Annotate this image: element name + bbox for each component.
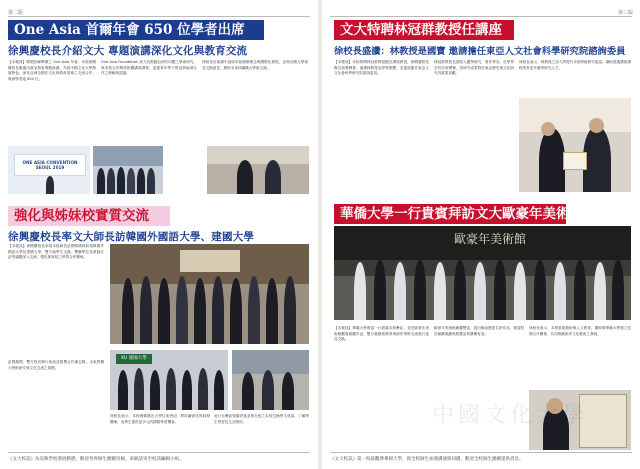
article-text: 歐豪年美術館館藏豐富，展出嶺南畫派名家作品，貴賓對於館藏規劃與展覽品質讚譽有加。 xyxy=(434,326,524,336)
story-headline: 徐興慶校長率文大師長訪韓國外國語大學、建國大學 xyxy=(8,231,255,243)
footer-rule xyxy=(8,452,310,453)
story-headline: 徐校長盛讚：林教授是國寶 邀請擔任東亞人文社會科學研究院諮詢委員 xyxy=(334,46,626,57)
right-page xyxy=(322,0,640,469)
page-number: 第二版 xyxy=(8,10,24,16)
article-text: 徐校長表示，本校與韓國各大學往來密切，將持續深化姊妹校關係，為學生提供更多元的國際學習機會。 xyxy=(110,414,210,424)
convention-sign xyxy=(14,154,86,176)
article-text: 徐校長表示，本校重視藝術與人文教育，期盼與華僑大學建立長期合作關係，共同推動兩岸文化藝術之發展。 xyxy=(529,326,631,336)
story-banner: 文大特聘林冠群教授任講座 xyxy=(334,20,514,40)
story-banner: 強化與姊妹校實質交流 xyxy=(8,206,170,226)
watermark: 中國文化大學 xyxy=(432,403,589,428)
university-photo xyxy=(110,350,228,410)
university-sign: KU 建國大學 xyxy=(116,354,152,364)
meeting-photo xyxy=(207,146,309,194)
story-banner: 華僑大學一行貴賓拜訪文大歐豪年美術館 xyxy=(334,204,566,224)
article-text: One Asia Foundation 致力於推動亞洲共同體之學術研究，與本校合作開設相關講座課程，促進青年學子對亞洲區域合作之理解與認識。 xyxy=(101,60,197,76)
certificate xyxy=(563,152,587,170)
certificate-photo xyxy=(519,98,631,192)
page-footer: 《文大校訊》為反映學校發展動態，歡迎各界師生踴躍投稿，來稿請寄至校訊編輯小組。 xyxy=(8,457,184,462)
campus-photo xyxy=(232,350,309,410)
group-photo xyxy=(93,146,163,194)
header-rule xyxy=(8,16,310,17)
page-footer: 《文大校訊》第一校區觀摩華岡大學，與全校師生加強溝通與回饋，歡迎全校師生踴躍提供消息。 xyxy=(330,457,524,462)
story-headline: 徐興慶校長介紹文大 專題演講深化文化與教育交流 xyxy=(8,45,248,57)
left-page xyxy=(0,0,318,469)
speaker-figure xyxy=(46,176,54,194)
article-text: 徐校長表示，林教授之加入將提升本校學術研究能量，期盼透過講座課程培育更多優秀研究人才。 xyxy=(519,60,631,70)
story-banner: One Asia 首爾年會 650 位學者出席 xyxy=(8,20,264,40)
article-text: 徐校長於演講中說明本校創辦理念與國際化發展，並與各國大學校長交換意見，期盼未來持續擴大學術交流。 xyxy=(202,60,308,70)
museum-sign: 歐豪年美術館 xyxy=(454,232,527,246)
page-number: 第三版 xyxy=(618,10,634,16)
header-rule xyxy=(330,16,632,17)
article-text: 【本報訊】本校特聘林冠群教授擔任講座教授，徐興慶校長親自頒發聘書，盛讚林教授為學界國寶，並邀請擔任東亞人文社會科學研究院諮詢委員。 xyxy=(334,60,429,76)
article-text: 此行亦參訪校園設施並與在校之本校交換學生座談，了解學生學習及生活情形。 xyxy=(214,414,309,424)
convention-sign-text: ONE ASIA CONVENTION SEOUL 2019 xyxy=(22,160,78,170)
museum-photo xyxy=(334,226,631,320)
article-text: 訪問期間，雙方校長舉行會談並簽署合作備忘錄，未來將擴大學術研究與文化交流之規模。 xyxy=(8,360,104,370)
delegation-photo xyxy=(110,244,309,344)
footer-rule xyxy=(330,452,632,453)
article-text: 【本報訊】華僑大學貴賓一行蒞臨本校參訪，並至歐豪年美術館觀賞館藏作品，雙方就藝術教育與兩岸學術交流進行意見交換。 xyxy=(334,326,429,342)
article-text: 林冠群教授長期投入藏學研究，著作等身，於學界享有崇高聲譽，其研究成果對於東亞歷史與文化研究具重要貢獻。 xyxy=(434,60,514,76)
article-text: 【本報訊】徐興慶校長率領本校師長訪問韓國姊妹校韓國外國語大學及建國大學，雙方就學生交換、雙聯學位及教師互訪等議題深入交流，強化姊妹校之實質合作關係。 xyxy=(8,244,104,260)
convention-photo xyxy=(8,146,90,194)
article-text: 【本報訊】韓國首爾舉辦之 One Asia 年會，本校徐興慶校長應邀出席並發表專題演講，介紹中國文化大學發展特色，深化亞洲各國在文化與教育領域之交流合作，與會學者逾 650 位。 xyxy=(8,60,96,81)
